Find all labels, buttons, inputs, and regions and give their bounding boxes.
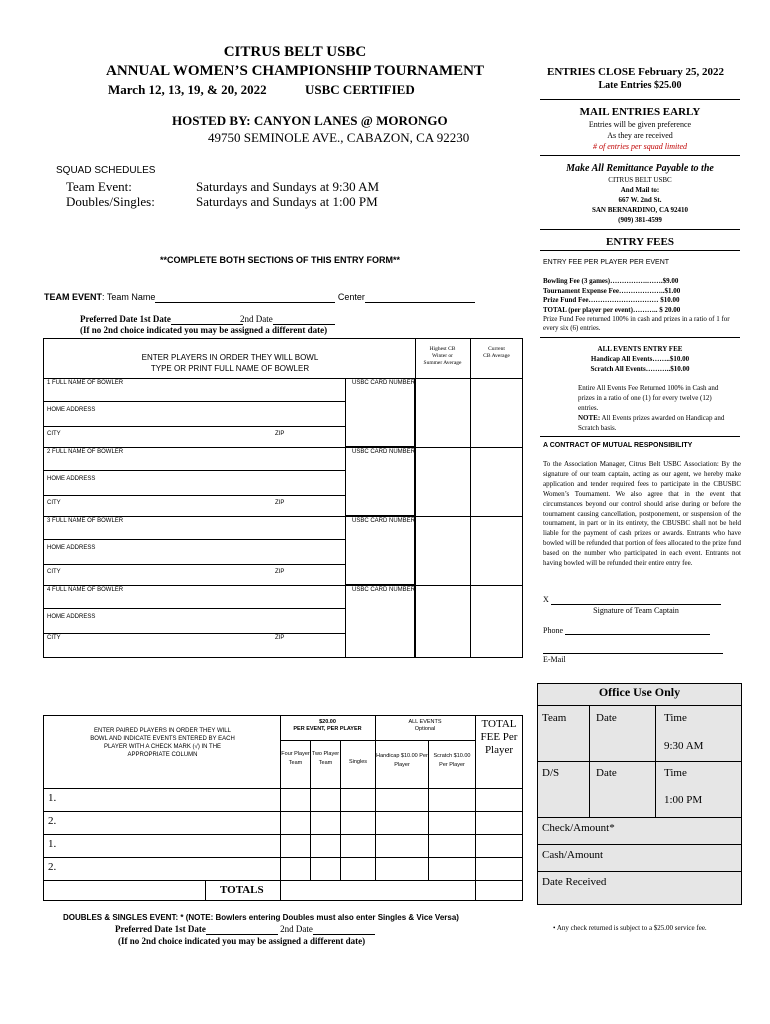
player1-city[interactable]: CITY (47, 431, 61, 437)
host-address: 49750 SEMINOLE AVE., CABAZON, CA 92230 (208, 130, 470, 145)
sig-x: X (543, 595, 549, 604)
mail-early: MAIL ENTRIES EARLY (579, 106, 701, 118)
ds-date2-field[interactable] (313, 924, 375, 935)
office-time-100: 1:00 PM (664, 794, 703, 806)
team-if-no: (If no 2nd choice indicated you may be assigned a different date) (80, 325, 328, 335)
player4-name[interactable]: 4 FULL NAME OF BOWLER (47, 587, 124, 593)
player4-city[interactable]: CITY (47, 635, 61, 641)
total-fee-header: TOTAL FEE Per Player (480, 718, 518, 756)
team-event-row: TEAM EVENT: Team Name Center (44, 292, 475, 303)
team-event-label: Team Event: (66, 179, 132, 194)
card-box-4[interactable] (345, 585, 415, 658)
hosted-by: HOSTED BY: CANYON LANES @ MORONGO (172, 113, 448, 128)
card-box-1[interactable] (345, 378, 415, 447)
col-two-player: Two Player Team (311, 751, 340, 766)
ds-date1-field[interactable] (206, 924, 278, 935)
ds-footer-1: DOUBLES & SINGLES EVENT: * (NOTE: Bowlers entering Doubles must also enter Singles & Vice Versa) (63, 913, 459, 922)
email-field[interactable] (543, 653, 723, 654)
office-received: Date Received (542, 876, 607, 888)
office-title: Office Use Only (598, 685, 681, 699)
remit-org: CITRUS BELT USBC (608, 176, 672, 184)
ds-footer-3: (If no 2nd choice indicated you may be assigned a different date) (118, 936, 366, 946)
squad-heading: SQUAD SCHEDULES (56, 165, 156, 176)
ae-note1: Entire All Events Fee Returned 100% in Cash and prizes in a ratio of one (1) for every twelve (12) entries. (578, 384, 719, 412)
mail-to: And Mail to: (620, 186, 660, 194)
player4-card[interactable]: USBC CARD NUMBER (352, 587, 416, 593)
certified: USBC CERTIFIED (305, 82, 415, 97)
player3-name[interactable]: 3 FULL NAME OF BOWLER (47, 518, 124, 524)
player4-home[interactable]: HOME ADDRESS (47, 614, 96, 620)
late-entries: Late Entries $25.00 (598, 80, 682, 91)
col-handicap: Handicap $10.00 Per Player (376, 753, 428, 768)
office-date: Date (596, 712, 617, 724)
office-date2: Date (596, 767, 617, 779)
fee4: TOTAL (per player per event)……….. $ 20.00 (543, 306, 681, 314)
ae-scratch: Scratch All Events………..$10.00 (590, 365, 690, 373)
team-entry-grid (43, 338, 523, 658)
player2-card[interactable]: USBC CARD NUMBER (352, 449, 416, 455)
pref1: Entries will be given preference (588, 120, 692, 129)
player2-zip[interactable]: ZIP (275, 500, 285, 506)
org-title: CITRUS BELT USBC (223, 44, 367, 60)
team-instructions: ENTER PLAYERS IN ORDER THEY WILL BOWL TYPE OR PRINT FULL NAME OF BOWLER (141, 353, 319, 373)
ae-note2: NOTE: All Events prizes awarded on Handicap and Scratch basis. (578, 414, 725, 432)
player1-name[interactable]: 1 FULL NAME OF BOWLER (47, 380, 124, 386)
player3-home[interactable]: HOME ADDRESS (47, 545, 96, 551)
player2-city[interactable]: CITY (47, 500, 61, 506)
pref2: As they are received (607, 131, 673, 140)
office-time-930: 9:30 AM (664, 740, 704, 752)
doubles-row-4[interactable]: 2. (48, 861, 57, 873)
contract-heading: A CONTRACT OF MUTUAL RESPONSIBILITY (543, 442, 693, 449)
col-singles: Singles (348, 759, 368, 765)
all-events-heading: ALL EVENTS ENTRY FEE (597, 345, 683, 353)
player3-card[interactable]: USBC CARD NUMBER (352, 518, 416, 524)
player2-name[interactable]: 2 FULL NAME OF BOWLER (47, 449, 124, 455)
office-check: Check/Amount* (542, 822, 615, 834)
office-cash: Cash/Amount (542, 849, 604, 861)
team-date1-field[interactable] (171, 314, 243, 325)
team-name-field[interactable] (155, 292, 335, 303)
player1-zip[interactable]: ZIP (275, 431, 285, 437)
player2-home[interactable]: HOME ADDRESS (47, 476, 96, 482)
player3-city[interactable]: CITY (47, 569, 61, 575)
phone: (909) 381-4599 (618, 216, 662, 224)
office-ds: D/S (542, 767, 560, 779)
doubles-instructions: ENTER PAIRED PLAYERS IN ORDER THEY WILL BOWL AND INDICATE EVENTS ENTERED BY EACH PLAYER WITH A CHECK MARK (√) IN THE APPROPRIATE COLUMN (90, 728, 235, 758)
pref3: # of entries per squad limited (593, 142, 687, 151)
player3-zip[interactable]: ZIP (275, 569, 285, 575)
complete-both: **COMPLETE BOTH SECTIONS OF THIS ENTRY FORM** (159, 255, 401, 265)
team-date2-field[interactable] (273, 314, 335, 325)
team-event-time: Saturdays and Sundays at 9:30 AM (196, 179, 380, 194)
office-time2: Time (664, 767, 687, 779)
street: 667 W. 2nd St. (618, 196, 662, 204)
email-label: E-Mail (543, 655, 566, 664)
doubles-row-2[interactable]: 2. (48, 815, 57, 827)
entries-close: ENTRIES CLOSE February 25, 2022 (547, 66, 724, 78)
center-field[interactable] (365, 292, 475, 303)
signature-line[interactable] (551, 604, 721, 605)
all-events-header: ALL EVENTS Optional (408, 719, 442, 732)
player1-card[interactable]: USBC CARD NUMBER (352, 380, 416, 386)
card-box-2[interactable] (345, 447, 415, 516)
fees-heading: ENTRY FEES (606, 236, 674, 248)
office-time: Time (664, 712, 687, 724)
phone-field[interactable] (565, 634, 710, 635)
fee5: Prize Fund Fee returned 100% in cash and prizes in a ratio of 1 for every six (6) entries. (543, 315, 730, 332)
col-scratch: Scratch $10.00 Per Player (433, 753, 471, 768)
check-fee-note: • Any check returned is subject to a $25.00 service fee. (553, 924, 707, 932)
doubles-row-1[interactable]: 1. (48, 792, 57, 804)
team-pref-date: Preferred Date 1st Date (80, 314, 243, 325)
ds-time: Saturdays and Sundays at 1:00 PM (196, 194, 378, 209)
ae-handicap: Handicap All Events……..$10.00 (590, 355, 690, 363)
remit-heading: Make All Remittance Payable to the (566, 163, 714, 174)
ds-footer-2: Preferred Date 1st Date 2nd Date (115, 924, 375, 935)
tournament-title: ANNUAL WOMEN’S CHAMPIONSHIP TOURNAMENT (106, 63, 484, 79)
player4-zip[interactable]: ZIP (275, 635, 285, 641)
card-box-3[interactable] (345, 516, 415, 585)
doubles-row-3[interactable]: 1. (48, 838, 57, 850)
totals-label: TOTALS (220, 884, 264, 896)
office-team: Team (542, 712, 567, 724)
ds-label: Doubles/Singles: (66, 194, 155, 209)
col-highest-avg: Highest CB Winter or Summer Average (423, 346, 462, 366)
fee-per: ENTRY FEE PER PLAYER PER EVENT (543, 259, 670, 266)
player1-home[interactable]: HOME ADDRESS (47, 407, 96, 413)
fee-header: $20.00 PER EVENT, PER PLAYER (293, 719, 362, 732)
fee2: Tournament Expense Fee………………..$1.00 (543, 287, 681, 295)
contract-text: To the Association Manager, Citrus Belt USBC Association: By the signature of our team captain, acting as our agent, we hereby make application and tender required fees to participate in the CBUSBC Women’s Tournament. We also agree that in the event that circumstances beyond our control should arise during or before the tournament causing cancellation, postponement, or suspension of the tournament, in part or in its entirety, the CBUSBC shall not be held liable for the payment of cash prizes or awards. Entrants who have bowled will be refunded that portion of fees allocated to the prize fund based on the number who participated in each event. Entrants not having bowled will be refunded their entire entry fee. (543, 460, 741, 568)
sig-label: Signature of Team Captain (593, 606, 679, 615)
col-four-player: Four Player Team (281, 751, 310, 766)
phone-label: Phone (543, 626, 563, 635)
tournament-dates: March 12, 13, 19, & 20, 2022 (108, 82, 267, 97)
fee1: Bowling Fee (3 games)…………….…….$9.00 (543, 277, 679, 285)
team-pref-date2: 2nd Date (240, 314, 335, 325)
fee3: Prize Fund Fee………………………… $10.00 (543, 296, 680, 304)
col-current-avg: Current CB Average (483, 346, 510, 359)
city: SAN BERNARDINO, CA 92410 (591, 206, 689, 214)
